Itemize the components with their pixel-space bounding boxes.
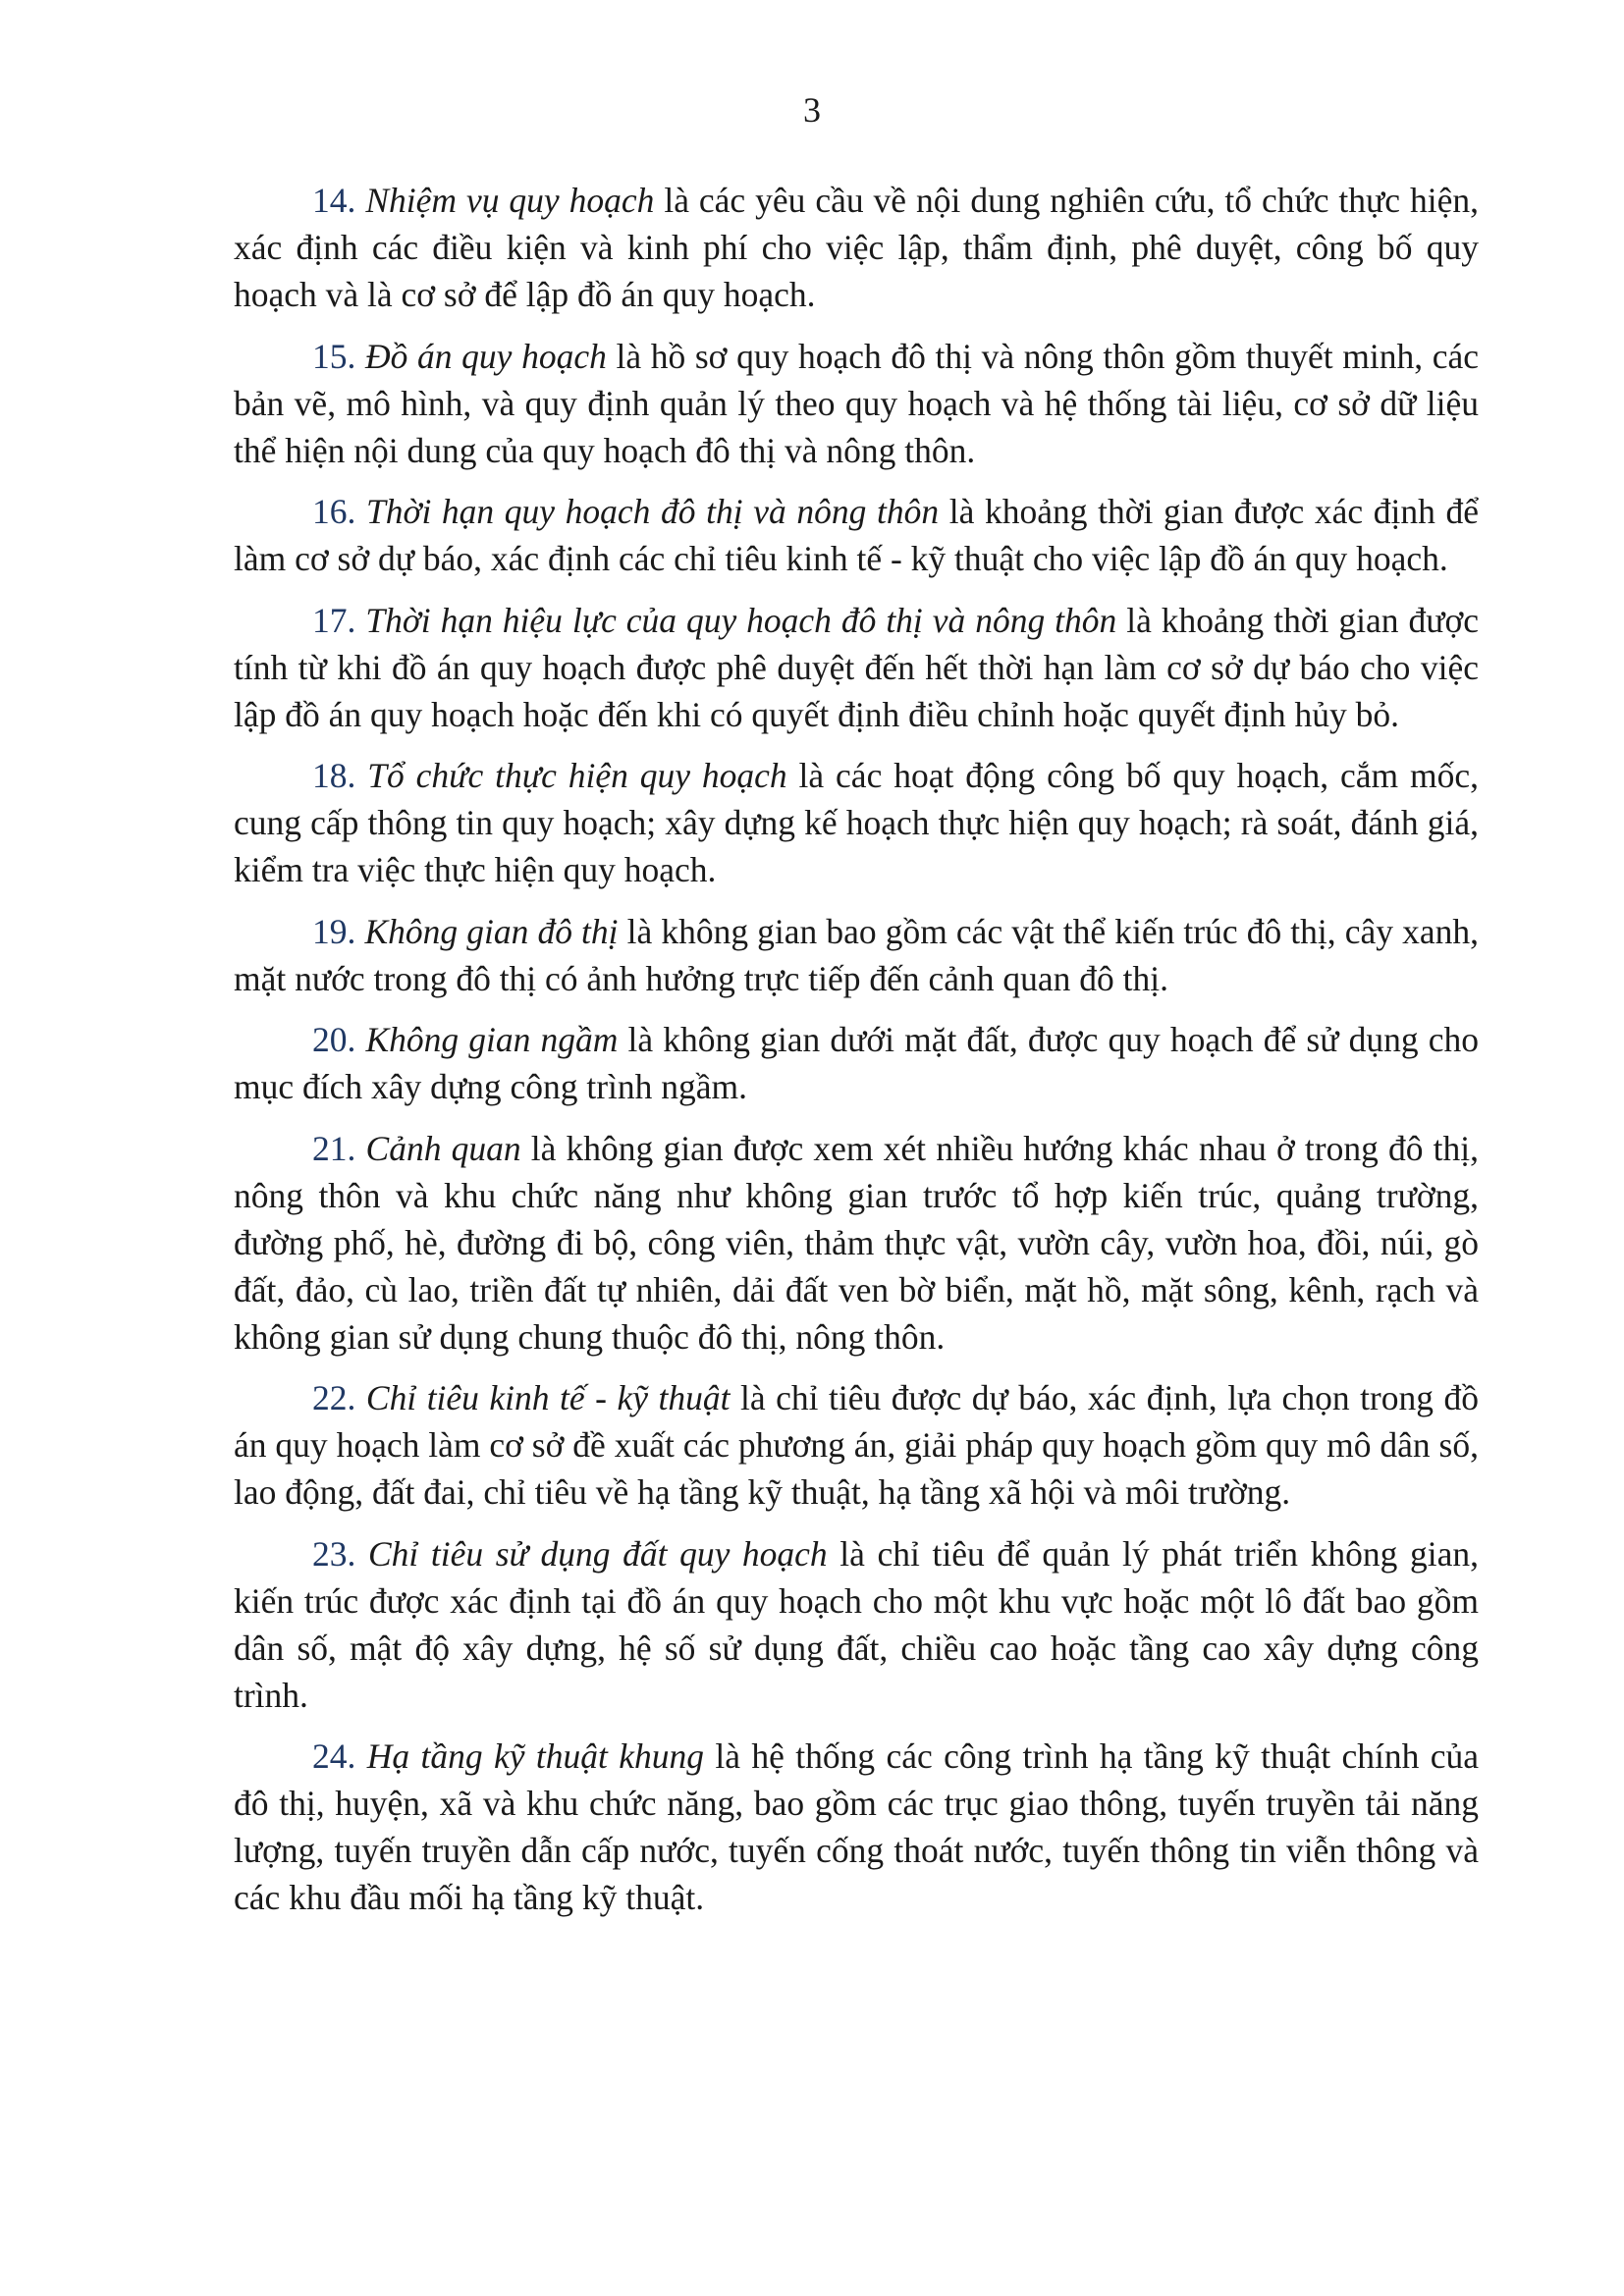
item-number: 24.: [312, 1736, 356, 1776]
item-term: Tổ chức thực hiện quy hoạch: [367, 756, 787, 795]
definition-item-20: [234, 1016, 1479, 1110]
item-text: là hồ sơ quy hoạch đô thị và nông thôn gồm thuyết minh, các bản vẽ, mô hình, và quy định quản lý theo quy hoạch và hệ thống tài liệu, cơ sở dữ liệu thể hiện nội dung của quy hoạch đô thị và nông thôn.: [234, 336, 1479, 470]
page-number: 3: [803, 90, 821, 130]
item-number: 15.: [312, 336, 356, 376]
item-term: Hạ tầng kỹ thuật khung: [366, 1736, 704, 1776]
item-text: là các hoạt động công bố quy hoạch, cắm mốc, cung cấp thông tin quy hoạch; xây dựng kế hoạch thực hiện quy hoạch; rà soát, đánh giá, kiểm tra việc thực hiện quy hoạch.: [234, 756, 1480, 889]
item-term: Không gian đô thị: [364, 911, 619, 951]
item-text: là các yêu cầu về nội dung nghiên cứu, tổ chức thực hiện, xác định các điều kiện và kinh phí cho việc lập, thẩm định, phê duyệt, công bố quy hoạch và là cơ sở để lập đồ án quy hoạch.: [234, 181, 1479, 314]
item-text: là chỉ tiêu để quản lý phát triển không gian, kiến trúc được xác định tại đồ án quy hoạch cho một khu vực hoặc một lô đất bao gồm dân số, mật độ xây dựng, hệ số sử dụng đất, chiều cao hoặc tầng cao xây dựng công trình.: [234, 1533, 1479, 1715]
item-term: Đồ án quy hoạch: [365, 336, 607, 376]
item-text: là chỉ tiêu được dự báo, xác định, lựa chọn trong đồ án quy hoạch làm cơ sở đề xuất các phương án, giải pháp quy hoạch gồm quy mô dân số, lao động, đất đai, chỉ tiêu về hạ tầng kỹ thuật, hạ tầng xã hội và môi trường.: [234, 1378, 1480, 1512]
item-number: 23.: [312, 1533, 356, 1574]
item-number: 18.: [312, 756, 356, 795]
item-text: là không gian dưới mặt đất, được quy hoạch để sử dụng cho mục đích xây dựng công trình ngầm.: [234, 1020, 1479, 1106]
item-number: 22.: [312, 1378, 356, 1417]
item-number: 20.: [312, 1020, 356, 1059]
item-text: là khoảng thời gian được tính từ khi đồ án quy hoạch được phê duyệt đến hết thời hạn làm cơ sở dự báo cho việc lập đồ án quy hoạch hoặc đến khi có quyết định điều chỉnh hoặc quyết định hủy bỏ.: [234, 600, 1480, 734]
definition-item-18: [234, 752, 1479, 893]
definition-item-22: [234, 1374, 1479, 1516]
item-term: Không gian ngầm: [365, 1020, 619, 1059]
item-number: 14.: [312, 181, 356, 220]
item-term: Nhiệm vụ quy hoạch: [365, 181, 655, 220]
definitions-list: [234, 177, 1479, 1936]
item-text: là khoảng thời gian được xác định để làm cơ sở dự báo, xác định các chỉ tiêu kinh tế - kỹ thuật cho việc lập đồ án quy hoạch.: [234, 492, 1479, 578]
item-term: Chỉ tiêu sử dụng đất quy hoạch: [367, 1533, 828, 1574]
definition-item-15: [234, 333, 1479, 474]
definition-item-14: [234, 177, 1479, 318]
item-text: là không gian bao gồm các vật thể kiến trúc đô thị, cây xanh, mặt nước trong đô thị có ảnh hưởng trực tiếp đến cảnh quan đô thị.: [234, 911, 1479, 998]
item-term: Cảnh quan: [365, 1128, 521, 1168]
item-number: 19.: [312, 911, 356, 951]
definition-item-16: [234, 488, 1479, 582]
item-number: 17.: [312, 600, 356, 640]
definition-item-24: [234, 1733, 1479, 1921]
item-number: 21.: [312, 1128, 356, 1168]
definition-item-21: [234, 1125, 1479, 1361]
item-text: là hệ thống các công trình hạ tầng kỹ thuật chính của đô thị, huyện, xã và khu chức năng, bao gồm các trục giao thông, tuyến truyền tải năng lượng, tuyến truyền dẫn cấp nước, tuyến cống thoát nước, tuyến thông tin viễn thông và các khu đầu mối hạ tầng kỹ thuật.: [234, 1736, 1479, 1917]
item-text: là không gian được xem xét nhiều hướng khác nhau ở trong đô thị, nông thôn và khu chức năng như không gian trước tổ hợp kiến trúc, quảng trường, đường phố, hè, đường đi bộ, công viên, thảm thực vật, vườn cây, vườn hoa, đồi, núi, gò đất, đảo, cù lao, triền đất tự nhiên, dải đất ven bờ biển, mặt hồ, mặt sông, kênh, rạch và không gian sử dụng chung thuộc đô thị, nông thôn.: [234, 1128, 1479, 1357]
definition-item-17: [234, 597, 1479, 738]
definition-item-19: [234, 908, 1479, 1002]
item-number: 16.: [312, 492, 356, 531]
item-term: Thời hạn hiệu lực của quy hoạch đô thị và nông thôn: [365, 600, 1117, 640]
definition-item-23: [234, 1530, 1479, 1719]
item-term: Chỉ tiêu kinh tế - kỹ thuật: [365, 1378, 731, 1417]
item-term: Thời hạn quy hoạch đô thị và nông thôn: [366, 492, 940, 531]
